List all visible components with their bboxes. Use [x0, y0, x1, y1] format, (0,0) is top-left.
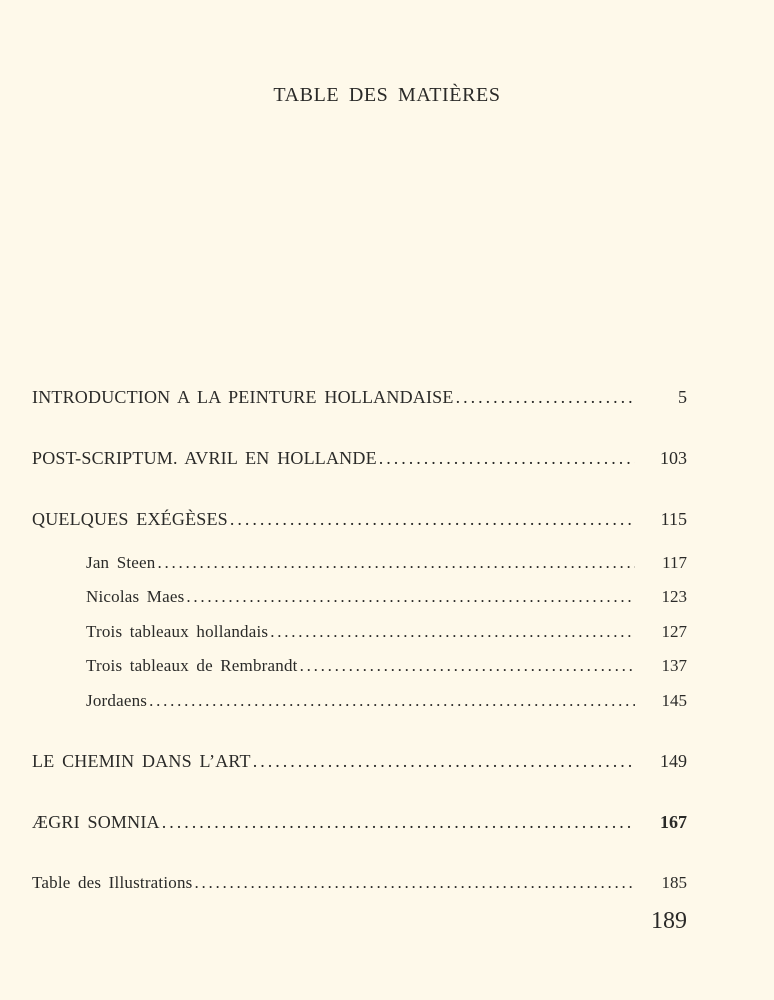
page-number: 189 [651, 908, 687, 934]
toc-entry-label: Trois tableaux de Rembrandt [86, 656, 298, 675]
toc-entry-jan-steen[interactable] [86, 552, 687, 574]
toc-entry-page: 103 [660, 448, 687, 468]
toc-entry-label: Nicolas Maes [86, 587, 185, 606]
dot-leader [300, 655, 635, 677]
dot-leader [157, 552, 635, 574]
toc-entry-label: Jan Steen [86, 553, 156, 572]
toc-entry-label: Table des Illustrations [32, 873, 193, 892]
toc-entry-trois-tableaux-hollandais[interactable] [86, 621, 687, 643]
toc-entry-quelques-exegeses[interactable] [32, 508, 687, 530]
dot-leader [195, 872, 636, 894]
toc-entry-jordaens[interactable] [86, 690, 687, 712]
toc-entry-label: LE CHEMIN DANS L’ART [32, 751, 251, 771]
toc-entry-introduction[interactable] [32, 386, 687, 408]
toc-entry-label: QUELQUES EXÉGÈSES [32, 509, 228, 529]
toc-entry-label: Trois tableaux hollandais [86, 622, 269, 641]
toc-entry-page: 127 [661, 622, 687, 641]
toc-entry-page: 149 [660, 751, 687, 771]
toc-entry-trois-tableaux-rembrandt[interactable] [86, 655, 687, 677]
dot-leader [270, 621, 635, 643]
toc-entry-table-des-illustrations[interactable] [32, 872, 687, 894]
toc-entry-page: 145 [661, 691, 687, 710]
toc-entry-page: 185 [661, 873, 687, 892]
dot-leader [186, 586, 635, 608]
toc-entry-nicolas-maes[interactable] [86, 586, 687, 608]
dot-leader [253, 750, 635, 772]
toc-entry-label: INTRODUCTION A LA PEINTURE HOLLANDAISE [32, 387, 454, 407]
toc-entry-page: 137 [661, 656, 687, 675]
toc-entry-page: 117 [662, 553, 687, 572]
toc-entry-page: 5 [678, 387, 687, 407]
dot-leader [162, 811, 635, 833]
toc-entry-page: 123 [661, 587, 687, 606]
dot-leader [456, 386, 635, 408]
dot-leader [379, 447, 635, 469]
dot-leader [230, 508, 635, 530]
toc-entry-post-scriptum[interactable] [32, 447, 687, 469]
toc-entry-label: ÆGRI SOMNIA [32, 812, 160, 832]
toc-entry-page: 115 [660, 509, 687, 529]
dot-leader [149, 690, 635, 712]
toc-entry-aegri-somnia[interactable] [32, 811, 687, 833]
toc-entry-le-chemin-dans-l-art[interactable] [32, 750, 687, 772]
toc-entry-label: Jordaens [86, 691, 148, 710]
toc-entry-label: POST-SCRIPTUM. AVRIL EN HOLLANDE [32, 448, 377, 468]
page-title: TABLE DES MATIÈRES [273, 84, 501, 106]
toc-entry-page: 167 [660, 812, 687, 832]
